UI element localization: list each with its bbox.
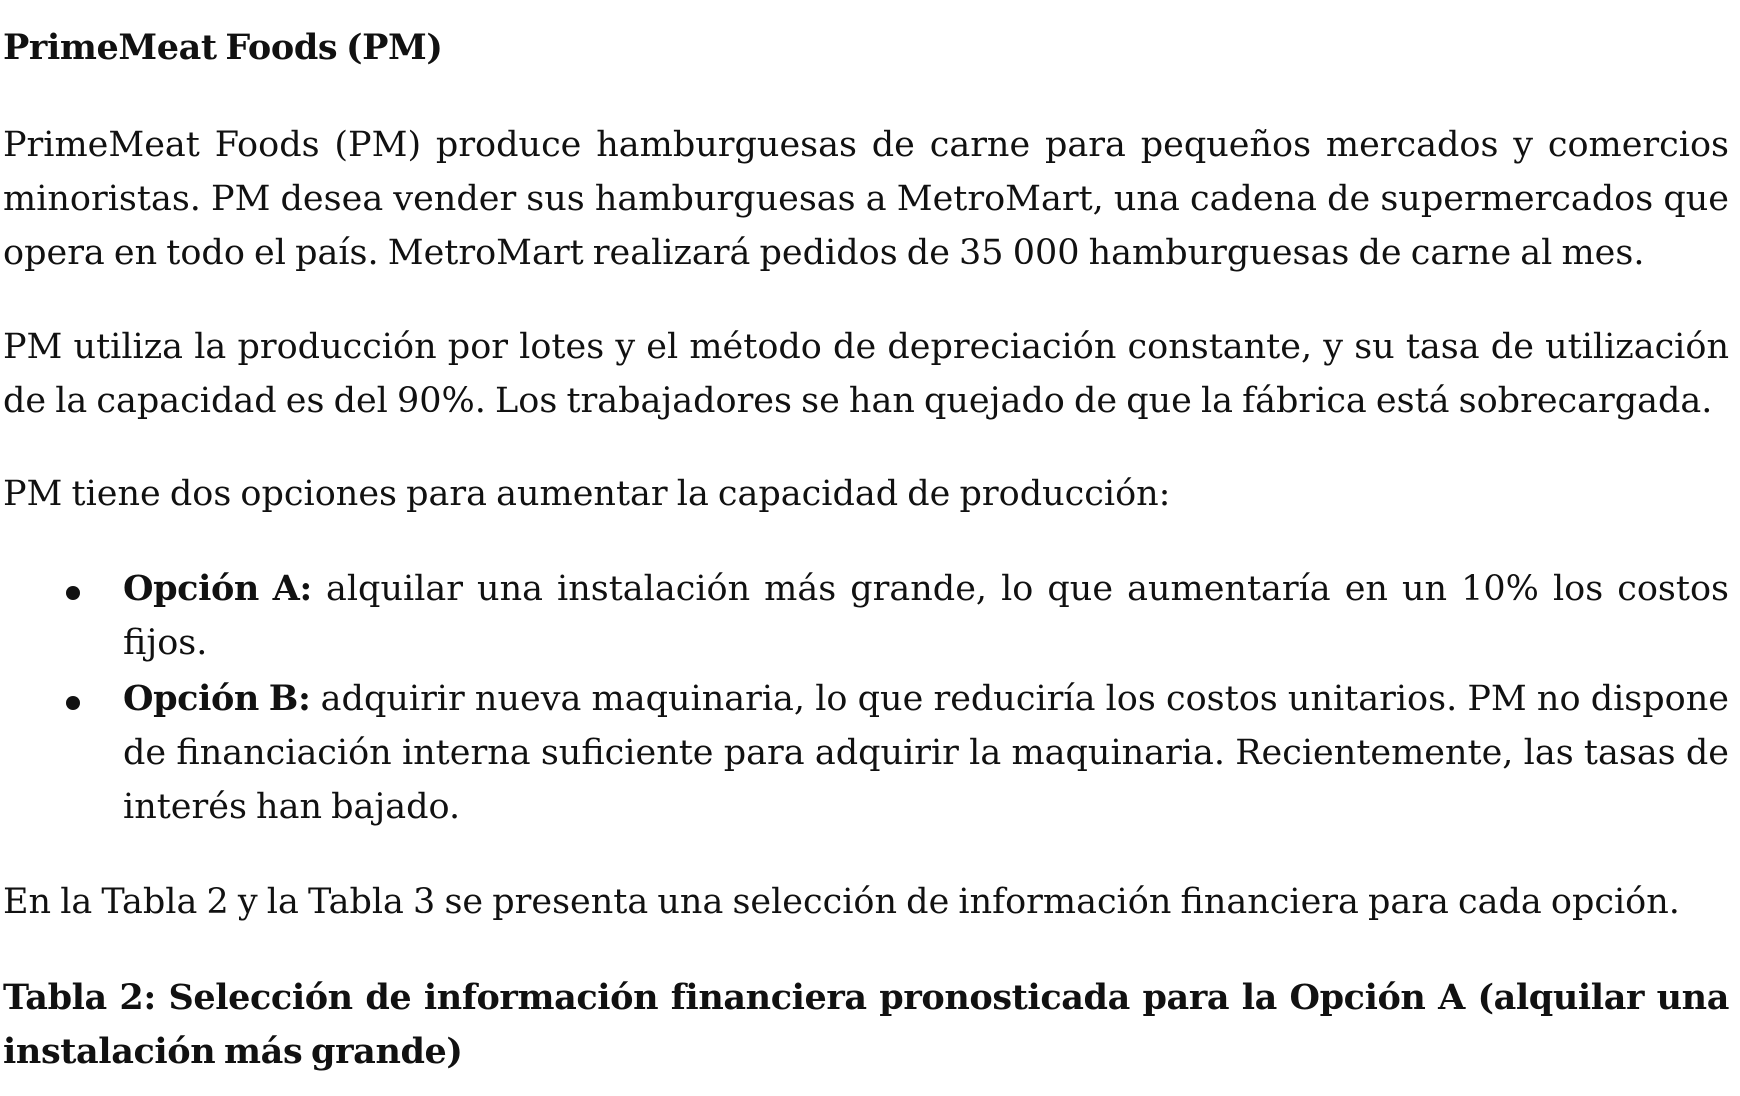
- options-intro-paragraph: PM tiene dos opciones para aumentar la capacidad de producción:: [3, 474, 1171, 514]
- bullet-icon: [66, 696, 80, 710]
- option-b-text: [123, 672, 1729, 834]
- option-b-description: adquirir nueva maquinaria, lo que reduciría los costos unitarios. PM no dispone de financiación interna suficiente para adquirir la maquinaria. Recientemente, las tasas de interés han bajado.: [123, 679, 1729, 827]
- option-a-text: [123, 562, 1729, 670]
- option-a-description: alquilar una instalación más grande, lo que aumentaría en un 10% los costos fijos.: [123, 569, 1729, 663]
- option-b-label: Opción B:: [123, 678, 311, 719]
- tables-reference-paragraph: En la Tabla 2 y la Tabla 3 se presenta una selección de información financiera para cada opción.: [3, 882, 1680, 922]
- intro-paragraph: PrimeMeat Foods (PM) produce hamburguesas de carne para pequeños mercados y comercios minoristas. PM desea vender sus hamburguesas a MetroMart, una cadena de supermercados que opera en todo el país. MetroMart realizará pedidos de 35 000 hamburguesas de carne al mes.: [3, 125, 1729, 273]
- bullet-icon: [66, 586, 80, 600]
- table-caption: Tabla 2: Selección de información financiera pronosticada para la Opción A (alquilar una instalación más grande): [3, 977, 1729, 1072]
- document-title: PrimeMeat Foods (PM): [3, 27, 443, 68]
- option-a-label: Opción A:: [123, 568, 312, 609]
- capacity-paragraph: PM utiliza la producción por lotes y el método de depreciación constante, y su tasa de utilización de la capacidad es del 90%. Los trabajadores se han quejado de que la fábrica está sobrecargada.: [3, 327, 1729, 421]
